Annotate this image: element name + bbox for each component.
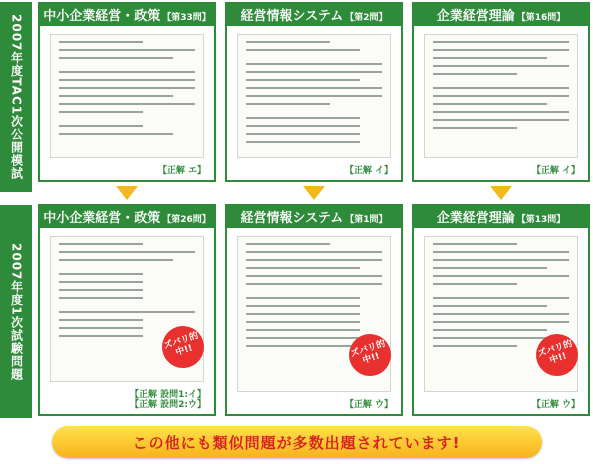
- answer-label: 【正解 ウ】: [531, 400, 580, 410]
- hit-stamp-icon: ズバリ的中!!: [531, 329, 584, 382]
- question-text: [237, 34, 391, 158]
- question-text: [50, 34, 204, 158]
- row-label-mock-exam-text: 2007年度TAC1次公開模試: [9, 13, 24, 181]
- answer-label: 【正解 ウ】: [344, 400, 393, 410]
- row-label-exam-text: 2007年度1次試験問題: [9, 242, 24, 381]
- arrow-down-icon: [303, 186, 325, 200]
- row-label-exam: [0, 205, 32, 418]
- card-title: 企業経営理論 【第13問】: [414, 206, 588, 228]
- arrow-down-icon: [116, 186, 138, 200]
- row-label-mock-exam: [0, 2, 32, 192]
- card-bottom-management: [412, 204, 590, 416]
- card-bottom-policy: [38, 204, 216, 416]
- question-text: [424, 34, 578, 158]
- card-bottom-mis: [225, 204, 403, 416]
- answer-label-q2: 【正解 設問2:ウ】: [130, 400, 206, 410]
- bottom-banner: [0, 420, 593, 464]
- answer-label: 【正解 エ】: [157, 166, 206, 176]
- hit-stamp-icon: ズバリ的中!!: [157, 321, 210, 374]
- arrow-down-icon: [490, 186, 512, 200]
- card-title: 中小企業経営・政策 【第26問】: [40, 206, 214, 228]
- card-title: 経営情報システム 【第1問】: [227, 206, 401, 228]
- answer-label: 【正解 イ】: [344, 166, 393, 176]
- card-title: 企業経営理論 【第16問】: [414, 4, 588, 26]
- card-top-mis: [225, 2, 403, 182]
- hit-stamp-icon: ズバリ的中!!: [344, 329, 397, 382]
- banner-pill: [52, 426, 542, 458]
- card-top-policy: [38, 2, 216, 182]
- card-title: 経営情報システム 【第2問】: [227, 4, 401, 26]
- card-title: 中小企業経営・政策 【第33問】: [40, 4, 214, 26]
- answer-label-q1: 【正解 設問1:イ】: [130, 390, 206, 400]
- banner-text: この他にも類似問題が多数出題されています!: [132, 433, 461, 452]
- answer-label: 【正解 イ】: [531, 166, 580, 176]
- card-top-management: [412, 2, 590, 182]
